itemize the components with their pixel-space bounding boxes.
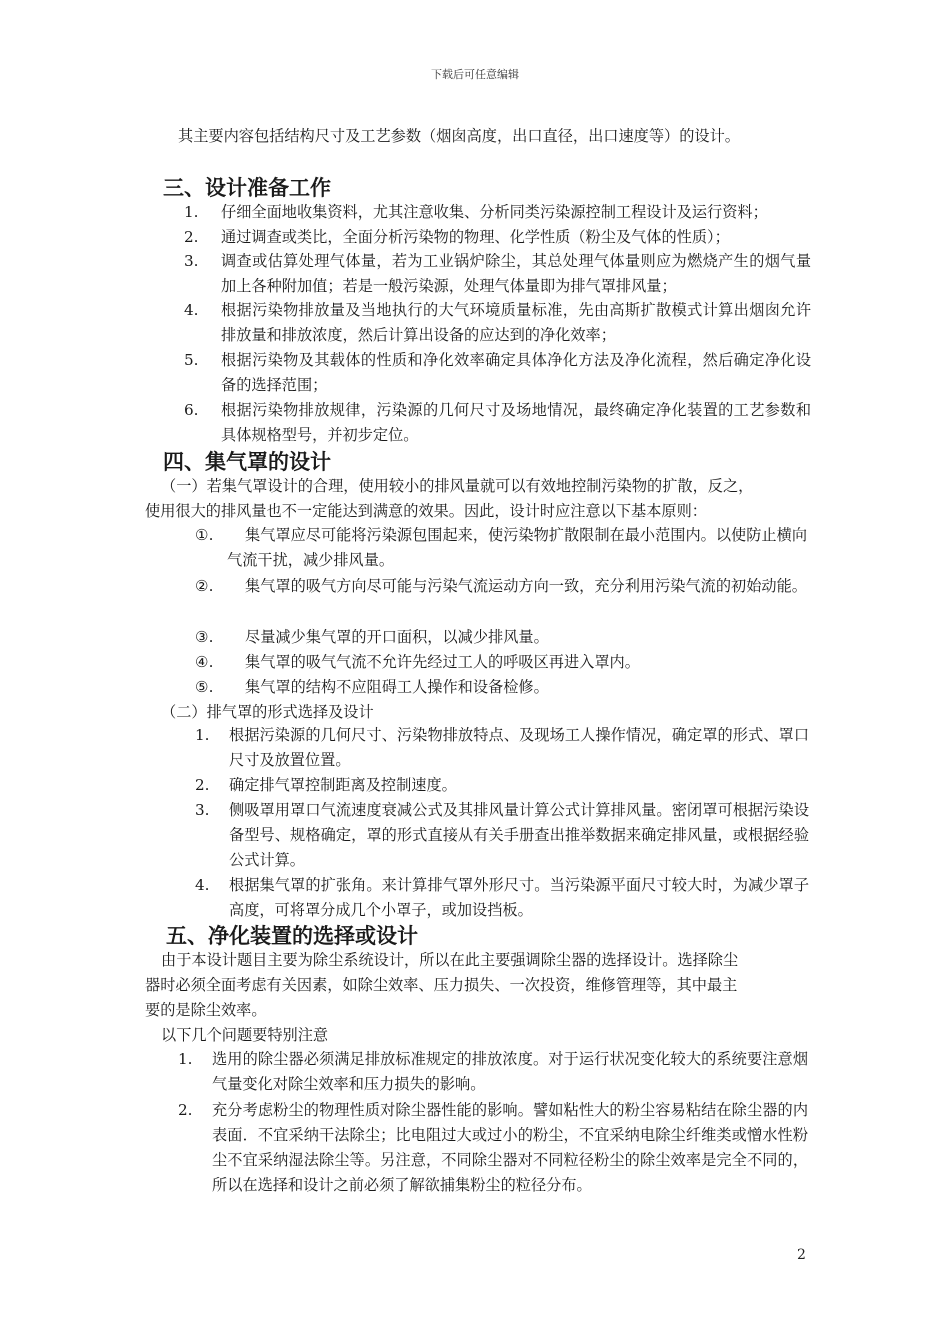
list-item-number: ①. (195, 526, 214, 544)
list-item-number: 2. (195, 776, 210, 794)
list-item-text: 侧吸罩用罩口气流速度衰减公式及其排风量计算公式计算排风量。密闭罩可根据污染设备型号、规格确定，罩的形式直接从有关手册查出推举数据来确定排风量，或根据经验公式计算。 (229, 801, 809, 869)
list-item-number: 3. (195, 801, 210, 819)
list-item-number: ③. (195, 628, 214, 646)
list-item-number: 6. (184, 401, 199, 419)
section-5-paragraph-line-1: 由于本设计题目主要为除尘系统设计，所以在此主要强调除尘器的选择设计。选择除尘 (161, 951, 739, 969)
list-item-number: 1. (184, 203, 199, 221)
intro-paragraph: 其主要内容包括结构尺寸及工艺参数（烟囱高度，出口直径，出口速度等）的设计。 (178, 127, 740, 145)
section-4-paragraph-line-2: 使用很大的排风量也不一定能达到满意的效果。因此，设计时应注意以下基本原则： (145, 502, 707, 520)
list-item-number: ④. (195, 653, 214, 671)
list-item-text: 集气罩应尽可能将污染源包围起来，使污染物扩散限制在最小范围内。以使防止横向气流干扰，减少排风量。 (227, 526, 807, 569)
list-item-number: 4. (195, 876, 210, 894)
list-item-number: 4. (184, 301, 199, 319)
section-5-heading: 五、净化装置的选择或设计 (166, 924, 418, 948)
list-item-number: 1. (178, 1050, 193, 1068)
section-3-heading: 三、设计准备工作 (163, 176, 331, 200)
list-item-number: 3. (184, 252, 199, 270)
list-item-text: 调查或估算处理气体量，若为工业锅炉除尘，其总处理气体量则应为燃烧产生的烟气量加上各种附加值；若是一般污染源，处理气体量即为排气罩排风量； (221, 252, 811, 295)
section-4-subheading-2: （二）排气罩的形式选择及设计 (161, 703, 374, 721)
list-item-text: 仔细全面地收集资料，尤其注意收集、分析同类污染源控制工程设计及运行资料； (221, 203, 768, 221)
page-header: 下载后可任意编辑 (431, 68, 519, 81)
page-number: 2 (797, 1247, 806, 1263)
section-4-heading: 四、集气罩的设计 (163, 450, 331, 474)
list-item-text: 尽量减少集气罩的开口面积，以减少排风量。 (245, 628, 549, 646)
section-5-paragraph-line-3: 要的是除尘效率。 (145, 1001, 267, 1019)
list-item-text: 根据污染物排放规律，污染源的几何尺寸及场地情况，最终确定净化装置的工艺参数和具体规格型号，并初步定位。 (221, 401, 811, 444)
list-item-text: 集气罩的吸气方向尽可能与污染气流运动方向一致，充分利用污染气流的初始动能。 (245, 577, 807, 595)
list-item-text: 根据污染物排放量及当地执行的大气环境质量标准，先由高斯扩散模式计算出烟囱允许排放量和排放浓度，然后计算出设备的应达到的净化效率； (221, 301, 811, 344)
list-item-text: 充分考虑粉尘的物理性质对除尘器性能的影响。譬如粘性大的粉尘容易粘结在除尘器的内表面．不宜采纳干法除尘；比电阻过大或过小的粉尘，不宜采纳电除尘纤维类或憎水性粉尘不宜采纳湿法除尘等。另注意，不同除尘器对不同粒径粉尘的除尘效率是完全不同的，所以在选择和设计之前必须了解欲捕集粉尘的粒径分布。 (212, 1101, 808, 1194)
list-item-number: 1. (195, 726, 210, 744)
list-item-number: ⑤. (195, 678, 214, 696)
list-item-text: 根据集气罩的扩张角。来计算排气罩外形尺寸。当污染源平面尺寸较大时，为减少罩子高度，可将罩分成几个小罩子，或加设挡板。 (229, 876, 809, 919)
list-item-text: 通过调查或类比，全面分析污染物的物理、化学性质（粉尘及气体的性质）； (221, 228, 730, 246)
section-5-note: 以下几个问题要特别注意 (161, 1026, 329, 1044)
list-item-number: 2. (178, 1101, 193, 1119)
list-item-text: 集气罩的结构不应阻碍工人操作和设备检修。 (245, 678, 549, 696)
list-item-number: 5. (184, 351, 199, 369)
list-item-text: 根据污染源的几何尺寸、污染物排放特点、及现场工人操作情况，确定罩的形式、罩口尺寸及放置位置。 (229, 726, 809, 769)
list-item-number: ②. (195, 577, 214, 595)
list-item-text: 集气罩的吸气气流不允许先经过工人的呼吸区再进入罩内。 (245, 653, 640, 671)
list-item-number: 2. (184, 228, 199, 246)
list-item-text: 根据污染物及其载体的性质和净化效率确定具体净化方法及净化流程，然后确定净化设备的选择范围； (221, 351, 811, 394)
list-item-text: 选用的除尘器必须满足排放标准规定的排放浓度。对于运行状况变化较大的系统要注意烟气量变化对除尘效率和压力损失的影响。 (212, 1050, 808, 1093)
section-4-paragraph-line-1: （一）若集气罩设计的合理，使用较小的排风量就可以有效地控制污染物的扩散，反之， (161, 477, 754, 495)
list-item-text: 确定排气罩控制距离及控制速度。 (229, 776, 457, 794)
section-5-paragraph-line-2: 器时必须全面考虑有关因素，如除尘效率、压力损失、一次投资，维修管理等，其中最主 (145, 976, 738, 994)
